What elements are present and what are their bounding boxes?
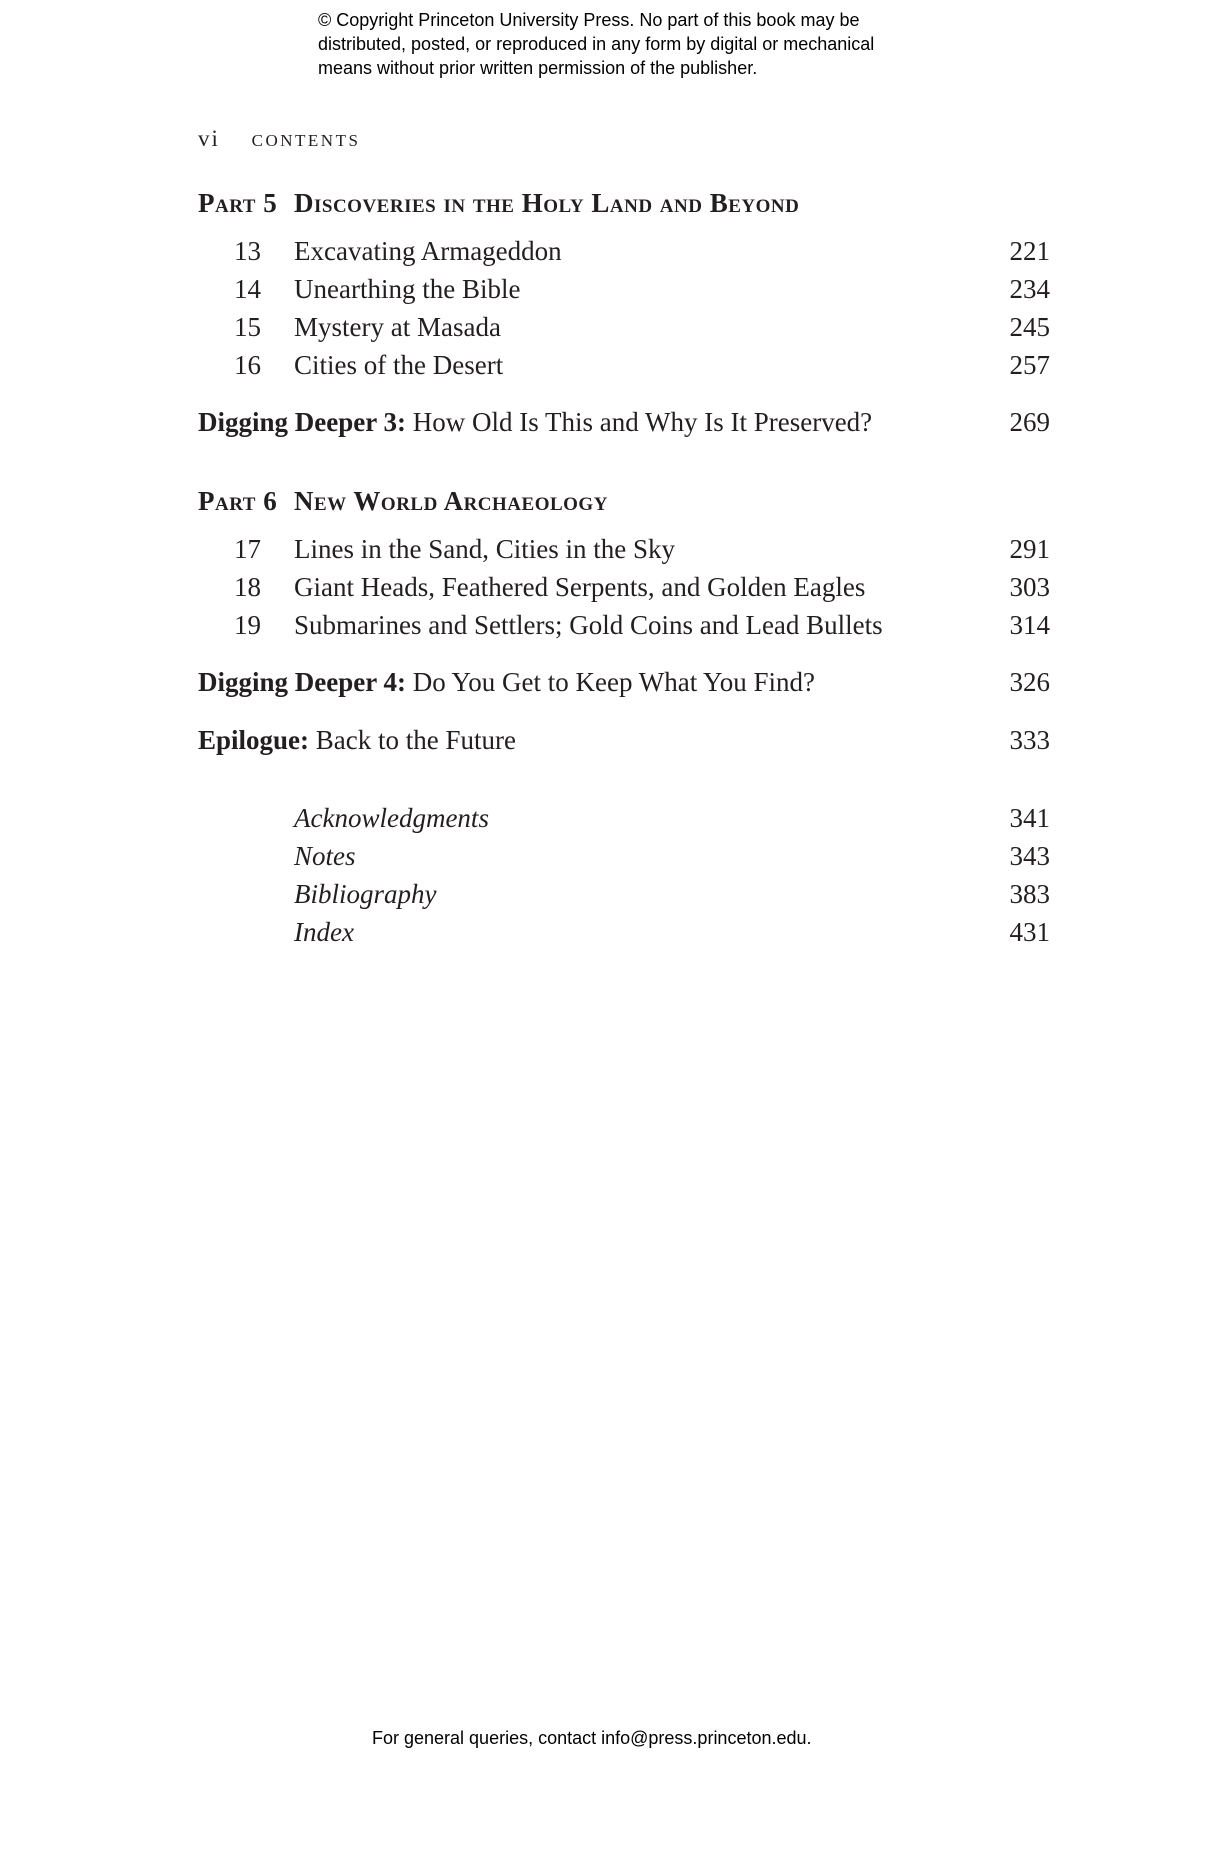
- chapter-title: Giant Heads, Feathered Serpents, and Golden Eagles: [294, 572, 866, 602]
- part-title: Discoveries in the Holy Land and Beyond: [294, 188, 800, 218]
- toc-entry: [198, 801, 1050, 835]
- entry-title: Back to the Future: [315, 725, 516, 755]
- page-number: 221: [1009, 236, 1050, 266]
- chapter-title: Mystery at Masada: [294, 312, 501, 342]
- copyright-line: distributed, posted, or reproduced in any form by digital or mechanical: [318, 34, 875, 54]
- part-heading: [198, 186, 1050, 220]
- copyright-line: © Copyright Princeton University Press. No part of this book may be: [318, 10, 860, 30]
- toc-entry: [198, 839, 1050, 873]
- page-number: 383: [1009, 879, 1050, 909]
- back-matter-title: Index: [294, 917, 354, 947]
- chapter-title: Unearthing the Bible: [294, 274, 521, 304]
- footer-contact: For general queries, contact info@press.princeton.edu.: [372, 1728, 812, 1748]
- copyright-notice: [318, 8, 958, 80]
- running-head: [198, 126, 360, 152]
- page-number: 245: [1009, 312, 1050, 342]
- toc-entry: [198, 532, 1050, 566]
- chapter-number: 19: [234, 610, 261, 640]
- entry-title: How Old Is This and Why Is It Preserved?: [412, 407, 873, 437]
- entry-label: Digging Deeper 3:: [198, 407, 406, 437]
- part-title: New World Archaeology: [294, 486, 608, 516]
- page-number: 431: [1009, 917, 1050, 947]
- page-number: 333: [1009, 725, 1050, 755]
- entry-title: Do You Get to Keep What You Find?: [412, 667, 816, 697]
- part-heading: [198, 484, 1050, 518]
- copyright-line: means without prior written permission of the publisher.: [318, 58, 758, 78]
- toc-entry: [198, 348, 1050, 382]
- page-number: 269: [1009, 407, 1050, 437]
- chapter-title: Submarines and Settlers; Gold Coins and Lead Bullets: [294, 610, 883, 640]
- chapter-number: 15: [234, 312, 261, 342]
- toc-entry: [198, 608, 1050, 642]
- page-number: 291: [1009, 534, 1050, 564]
- back-matter-title: Bibliography: [294, 879, 437, 909]
- page-number: 326: [1009, 667, 1050, 697]
- chapter-number: 13: [234, 236, 261, 266]
- page-folio: vi: [198, 126, 220, 151]
- chapter-title: Excavating Armageddon: [294, 236, 562, 266]
- chapter-number: 17: [234, 534, 261, 564]
- toc-entry: [198, 665, 1050, 699]
- page-number: 314: [1009, 610, 1050, 640]
- toc-entry: [198, 877, 1050, 911]
- entry-label: Digging Deeper 4:: [198, 667, 406, 697]
- entry-label: Epilogue:: [198, 725, 310, 755]
- page-number: 341: [1009, 803, 1050, 833]
- toc-entry: [198, 570, 1050, 604]
- toc-entry: [198, 405, 1050, 439]
- part-label: Part 5: [198, 188, 278, 218]
- toc-entry: [198, 723, 1050, 757]
- toc-entry: [198, 272, 1050, 306]
- chapter-number: 14: [234, 274, 261, 304]
- toc-entry: [198, 915, 1050, 949]
- part-label: Part 6: [198, 486, 278, 516]
- chapter-number: 16: [234, 350, 261, 380]
- page-number: 303: [1009, 572, 1050, 602]
- page-number: 257: [1009, 350, 1050, 380]
- toc-entry: [198, 234, 1050, 268]
- back-matter-title: Notes: [294, 841, 356, 871]
- page-number: 234: [1009, 274, 1050, 304]
- toc-entry: [198, 310, 1050, 344]
- chapter-title: Cities of the Desert: [294, 350, 504, 380]
- chapter-number: 18: [234, 572, 261, 602]
- running-head-title: CONTENTS: [251, 131, 361, 150]
- chapter-title: Lines in the Sand, Cities in the Sky: [294, 534, 675, 564]
- back-matter-title: Acknowledgments: [294, 803, 489, 833]
- page-number: 343: [1009, 841, 1050, 871]
